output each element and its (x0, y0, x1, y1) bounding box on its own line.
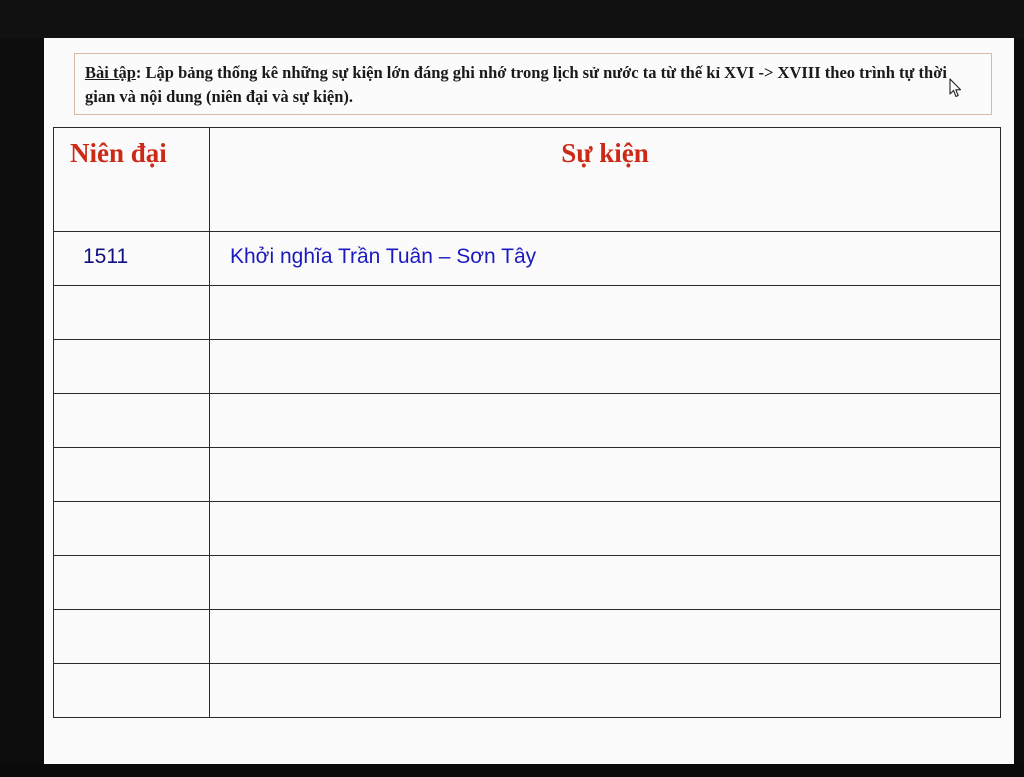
year-cell (54, 610, 210, 664)
event-value (210, 502, 1000, 515)
year-value (54, 502, 209, 515)
year-value (54, 448, 209, 461)
event-value (210, 556, 1000, 569)
year-value (54, 664, 209, 677)
event-value (210, 448, 1000, 461)
table-row (54, 448, 1001, 502)
event-cell (210, 610, 1001, 664)
event-cell (210, 340, 1001, 394)
table-header-row (54, 128, 1001, 232)
header-event: Sự kiện (561, 138, 649, 168)
table-row (54, 610, 1001, 664)
table-row (54, 556, 1001, 610)
event-cell (210, 286, 1001, 340)
event-value (210, 394, 1000, 407)
year-value (54, 394, 209, 407)
table-row (54, 340, 1001, 394)
event-value: Khởi nghĩa Trần Tuân – Sơn Tây (230, 245, 537, 268)
year-cell (54, 232, 210, 286)
table-row (54, 232, 1001, 286)
year-cell (54, 664, 210, 718)
header-year: Niên đại (70, 138, 167, 168)
table-row (54, 502, 1001, 556)
slide (44, 38, 1014, 764)
instruction-box (74, 53, 992, 115)
event-value (210, 664, 1000, 677)
mouse-pointer-icon (949, 78, 963, 98)
year-cell (54, 448, 210, 502)
year-cell (54, 502, 210, 556)
event-cell (210, 394, 1001, 448)
year-value (54, 286, 209, 299)
table-row (54, 664, 1001, 718)
event-cell (210, 556, 1001, 610)
year-value (54, 340, 209, 353)
year-cell (54, 340, 210, 394)
year-cell (54, 556, 210, 610)
bottom-strip (0, 764, 1024, 777)
event-value (210, 286, 1000, 299)
table-row (54, 286, 1001, 340)
event-cell (210, 664, 1001, 718)
event-cell (210, 502, 1001, 556)
year-value (54, 610, 209, 623)
event-cell (210, 232, 1001, 286)
instruction-lead: Bài tập (85, 63, 136, 82)
table-row (54, 394, 1001, 448)
header-cell-event (210, 128, 1001, 232)
instruction-text: : Lập bảng thống kê những sự kiện lớn đáng ghi nhớ trong lịch sử nước ta từ thế kỉ XVI -> XVIII theo trình tự thời gian và nội dung (niên đại và sự kiện). (85, 63, 947, 106)
header-cell-year (54, 128, 210, 232)
year-value: 1511 (83, 245, 129, 268)
event-value (210, 610, 1000, 623)
event-value (210, 340, 1000, 353)
year-value (54, 556, 209, 569)
year-cell (54, 286, 210, 340)
events-table (53, 127, 1001, 718)
top-bar (0, 0, 1024, 38)
event-cell (210, 448, 1001, 502)
year-cell (54, 394, 210, 448)
